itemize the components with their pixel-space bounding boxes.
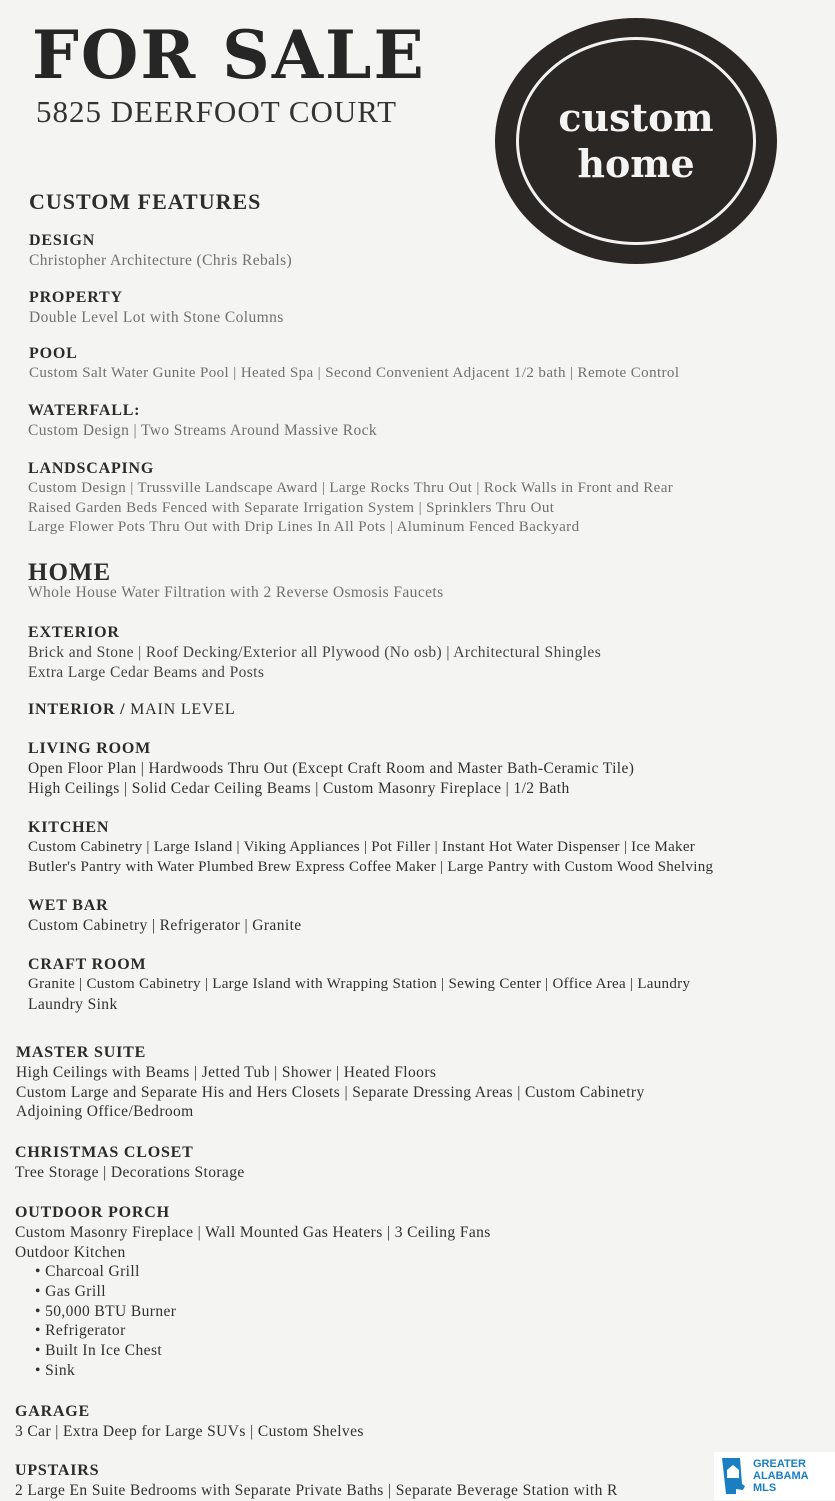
feature-line: Custom Salt Water Gunite Pool | Heated Spa | Second Convenient Adjacent 1/2 bath | Remote Control: [29, 365, 680, 381]
logo-text: [753, 1458, 809, 1494]
section-line: High Ceilings | Solid Cedar Ceiling Beams | Custom Masonry Fireplace | 1/2 Bath: [28, 779, 570, 797]
custom-home-badge: [495, 18, 777, 264]
greater-alabama-mls-logo: [714, 1452, 835, 1500]
feature-property: [29, 288, 284, 328]
logo-line-1: GREATER: [753, 1458, 806, 1470]
logo-line-2: ALABAMA: [753, 1470, 809, 1482]
section-line: Custom Cabinetry | Refrigerator | Granite: [28, 917, 302, 934]
section-line: Custom Masonry Fireplace | Wall Mounted Gas Heaters | 3 Ceiling Fans: [15, 1224, 491, 1241]
section-line: Outdoor Kitchen: [15, 1243, 126, 1261]
list-item: • Refrigerator: [35, 1321, 491, 1341]
section-line: Adjoining Office/Bedroom: [16, 1103, 194, 1120]
section-line: Laundry Sink: [28, 995, 118, 1013]
page-title: FOR SALE: [32, 16, 426, 94]
section-heading: LIVING ROOM: [28, 740, 152, 757]
feature-waterfall: [28, 401, 377, 441]
section-heading: GARAGE: [15, 1403, 91, 1420]
home-title: HOME: [28, 559, 112, 586]
section-line: Custom Cabinetry | Large Island | Viking Appliances | Pot Filler | Instant Hot Water Dispenser | Ice Maker: [28, 839, 696, 855]
custom-features-title: CUSTOM FEATURES: [29, 189, 262, 214]
feature-design: [29, 231, 292, 271]
feature-line: Custom Design | Two Streams Around Massive Rock: [28, 422, 378, 439]
section-line: Brick and Stone | Roof Decking/Exterior all Plywood (No osb) | Architectural Shingles: [28, 644, 602, 661]
outdoor-kitchen-list: [15, 1262, 491, 1381]
home-subtitle-block: [28, 583, 444, 603]
feature-heading: PROPERTY: [29, 289, 123, 306]
feature-heading: DESIGN: [29, 232, 96, 249]
list-item: • Charcoal Grill: [35, 1262, 491, 1282]
section-line: Extra Large Cedar Beams and Posts: [28, 663, 265, 681]
section-line: 2 Large En Suite Bedrooms with Separate Private Baths | Separate Beverage Station with R: [15, 1482, 618, 1499]
section-christmas-closet: [15, 1143, 245, 1183]
alabama-state-icon: [716, 1456, 750, 1496]
feature-line: Custom Design | Trussville Landscape Award | Large Rocks Thru Out | Rock Walls in Front and Rear: [28, 480, 674, 496]
section-line: High Ceilings with Beams | Jetted Tub | Shower | Heated Floors: [16, 1064, 437, 1081]
feature-heading: LANDSCAPING: [28, 460, 155, 477]
list-item: • Sink: [35, 1361, 491, 1381]
section-heading: CRAFT ROOM: [28, 956, 147, 973]
list-item: • Gas Grill: [35, 1282, 491, 1302]
interior-subheading: MAIN LEVEL: [125, 701, 236, 718]
section-interior: [28, 700, 235, 720]
section-heading: KITCHEN: [28, 819, 110, 836]
section-living-room: [28, 739, 634, 798]
section-line: 3 Car | Extra Deep for Large SUVs | Custom Shelves: [15, 1423, 364, 1440]
section-line: Granite | Custom Cabinetry | Large Island with Wrapping Station | Sewing Center | Office Area | Laundry: [28, 976, 691, 992]
section-exterior: [28, 623, 601, 682]
section-line: Butler's Pantry with Water Plumbed Brew Express Coffee Maker | Large Pantry with Custom Wood Shelving: [28, 858, 714, 875]
interior-heading: INTERIOR /: [28, 701, 126, 718]
feature-heading: WATERFALL:: [28, 402, 141, 419]
list-item: • Built In Ice Chest: [35, 1341, 491, 1361]
feature-pool: [29, 344, 679, 384]
badge-line-1: custom: [558, 95, 714, 141]
feature-line: Double Level Lot with Stone Columns: [29, 309, 284, 326]
section-wet-bar: [28, 896, 302, 936]
section-craft-room: [28, 955, 690, 1014]
section-upstairs: [15, 1461, 618, 1501]
section-heading: OUTDOOR PORCH: [15, 1204, 170, 1221]
feature-line: Large Flower Pots Thru Out with Drip Lines In All Pots | Aluminum Fenced Backyard: [28, 519, 580, 535]
section-line: Open Floor Plan | Hardwoods Thru Out (Except Craft Room and Master Bath-Ceramic Tile): [28, 760, 635, 777]
badge-line-2: home: [577, 141, 695, 186]
section-heading: CHRISTMAS CLOSET: [15, 1144, 194, 1161]
section-heading: EXTERIOR: [28, 624, 120, 641]
home-subtitle: Whole House Water Filtration with 2 Reverse Osmosis Faucets: [28, 584, 444, 601]
section-outdoor-porch: [15, 1203, 491, 1381]
feature-line: Raised Garden Beds Fenced with Separate Irrigation System | Sprinklers Thru Out: [28, 499, 555, 516]
list-item: • 50,000 BTU Burner: [35, 1302, 491, 1322]
property-address: 5825 DEERFOOT COURT: [36, 94, 398, 129]
section-line: Tree Storage | Decorations Storage: [15, 1164, 245, 1181]
section-master-suite: [16, 1043, 645, 1122]
section-garage: [15, 1402, 364, 1442]
feature-line: Christopher Architecture (Chris Rebals): [29, 252, 293, 269]
badge-ring: [516, 37, 756, 245]
section-heading: UPSTAIRS: [15, 1462, 100, 1479]
logo-line-3: MLS: [753, 1482, 777, 1494]
section-line: Custom Large and Separate His and Hers Closets | Separate Dressing Areas | Custom Cabinetry: [16, 1083, 645, 1101]
feature-heading: POOL: [29, 345, 78, 362]
section-kitchen: [28, 818, 713, 877]
section-heading: MASTER SUITE: [16, 1044, 147, 1061]
feature-landscaping: [28, 459, 673, 538]
section-heading: WET BAR: [28, 897, 109, 914]
